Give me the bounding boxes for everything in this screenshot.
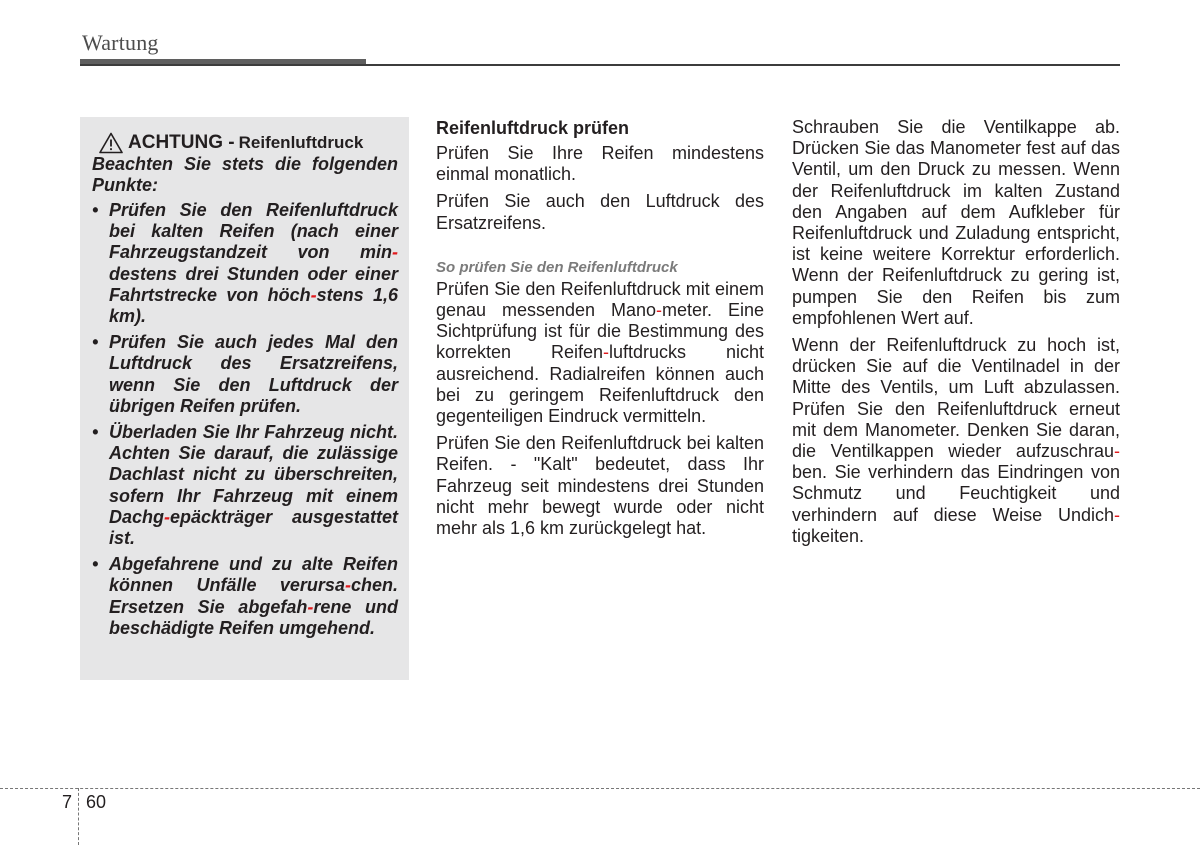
- hyphen-mark: -: [603, 342, 609, 363]
- footer-divider: [78, 788, 79, 845]
- warning-item: [92, 200, 398, 327]
- paragraph: Prüfen Sie Ihre Reifen mindestens einmal monatlich.: [436, 143, 764, 185]
- page-number: 60: [86, 792, 107, 812]
- warning-item: [92, 422, 398, 549]
- middle-column: [436, 117, 764, 545]
- chapter-number: 7: [62, 792, 73, 812]
- paragraph: Prüfen Sie den Reifenluftdruck mit einem genau messenden Mano-meter. Eine Sichtprüfung ist für die Bestimmung des korrekten Reifen-luftdrucks nicht ausreichend. Radialreifen können auch bei zu geringem Reifenluftdruck den gegenteiligen Eindruck vermitteln.: [436, 278, 764, 427]
- right-column: [792, 117, 1120, 553]
- section-heading: Reifenluftdruck prüfen: [436, 118, 630, 138]
- hyphen-mark: -: [164, 506, 171, 527]
- warning-item-text: Überladen Sie Ihr Fahrzeug nicht. Achten Sie darauf, die zulässige Dachlast nicht zu überschreiten, sofern Ihr Fahrzeug mit einem Dachg-epäckträger ausgestattet ist.: [109, 422, 398, 549]
- warning-intro: Beachten Sie stets die folgenden Punkte:: [92, 154, 398, 195]
- warning-triangle-icon: [99, 132, 123, 154]
- hyphen-mark: -: [656, 300, 662, 321]
- section-title: Wartung: [82, 30, 159, 55]
- subsection-heading: So prüfen Sie den Reifenluftdruck: [436, 258, 678, 276]
- warning-item: [92, 554, 398, 639]
- hyphen-mark: -: [1114, 504, 1120, 525]
- warning-topic: Reifenluftdruck: [238, 133, 364, 152]
- paragraph: Prüfen Sie auch den Luftdruck des Ersatzreifens.: [436, 191, 764, 233]
- bullet: •: [92, 554, 99, 575]
- bullet: •: [92, 200, 99, 220]
- warning-list: [92, 200, 398, 639]
- bullet: •: [92, 332, 99, 353]
- hyphen-mark: -: [1114, 441, 1120, 462]
- paragraph: Prüfen Sie den Reifenluftdruck bei kalten Reifen. - "Kalt" bedeutet, dass Ihr Fahrzeug seit mindestens drei Stunden nicht mehr bewegt wurde oder nicht mehr als 1,6 km zurückgelegt hat.: [436, 433, 764, 539]
- warning-box: [80, 117, 409, 680]
- warning-item-text: Abgefahrene und zu alte Reifen können Unfälle verursa-chen. Ersetzen Sie abgefah-rene und beschädigte Reifen umgehend.: [109, 554, 398, 638]
- warning-label: ACHTUNG -: [128, 132, 235, 153]
- hyphen-mark: -: [392, 242, 398, 263]
- hyphen-mark: -: [344, 575, 351, 596]
- paragraph: Wenn der Reifenluftdruck zu hoch ist, drücken Sie auf die Ventilnadel in der Mitte des Ventils, um Luft abzulassen. Prüfen Sie den Reifenluftdruck erneut mit dem Manometer. Denken Sie daran, die Ventilkappen wieder aufzuschrau-ben. Sie verhindern das Eindringen von Schmutz und Feuchtigkeit und verhindern auf diese Weise Undich-tigkeiten.: [792, 335, 1120, 546]
- footer-rule: [0, 788, 1200, 789]
- paragraph: Schrauben Sie die Ventilkappe ab. Drücken Sie das Manometer fest auf das Ventil, um den Druck zu messen. Wenn der Reifenluftdruck im kalten Zustand den Angaben auf dem Aufkleber für Reifenluftdruck und Zuladung entspricht, ist keine weitere Korrektur erforderlich. Wenn der Reifenluftdruck zu gering ist, pumpen Sie den Reifen bis zum empfohlenen Wert auf.: [792, 117, 1120, 328]
- header-rule: [80, 64, 1120, 66]
- hyphen-mark: -: [307, 596, 314, 617]
- warning-item-text: Prüfen Sie den Reifenluftdruck bei kalten Reifen (nach einer Fahrzeugstandzeit von min-destens drei Stunden oder einer Fahrtstrecke von höch-stens 1,6 km).: [109, 200, 398, 327]
- warning-title: [92, 131, 398, 154]
- warning-item: [92, 332, 398, 417]
- warning-item-text: Prüfen Sie auch jedes Mal den Luftdruck des Ersatzreifens, wenn Sie den Luftdruck der übrigen Reifen prüfen.: [109, 332, 398, 416]
- hyphen-mark: -: [310, 284, 317, 305]
- bullet: •: [92, 422, 99, 443]
